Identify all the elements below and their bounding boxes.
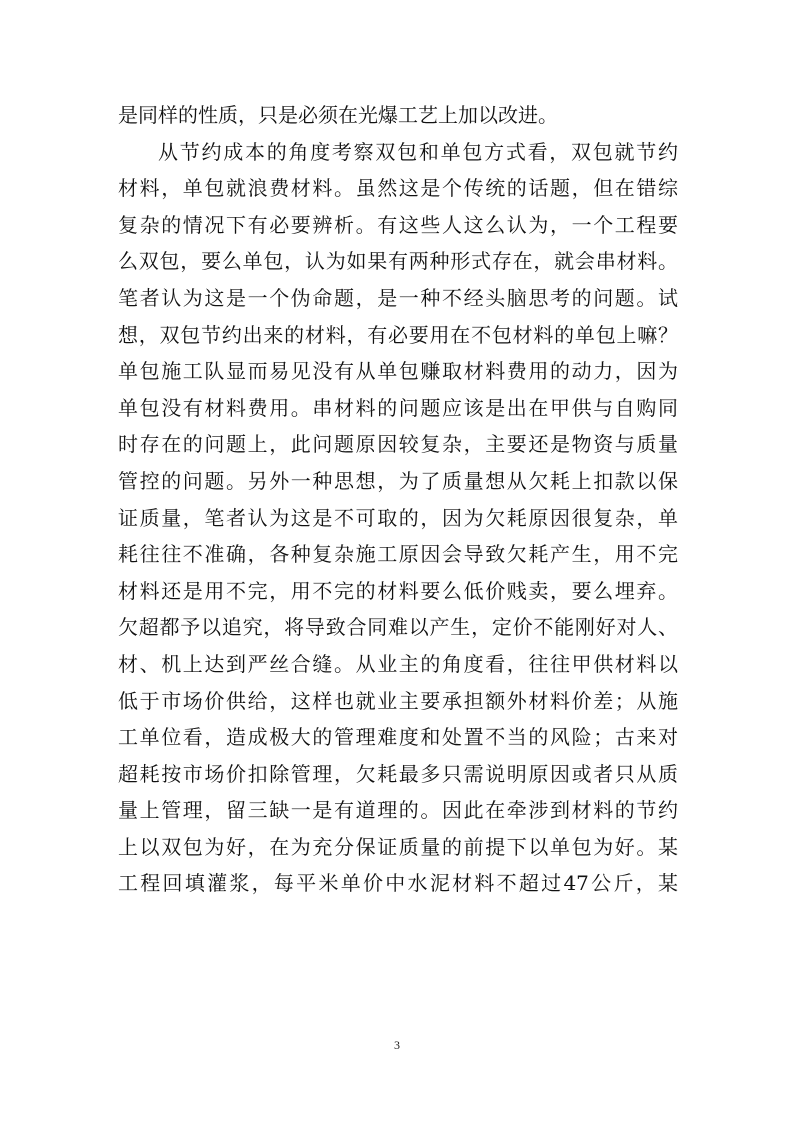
text-line: 欠超都予以追究，将导致合同难以产生，定价不能刚好对人、 [118,615,678,640]
text-line: 材料，单包就浪费材料。虽然这是个传统的话题，但在错综 [118,176,678,201]
body-text [118,97,678,902]
text-line: 材料还是用不完，用不完的材料要么低价贱卖，要么埋弃。 [118,578,678,603]
text-line: 么双包，要么单包，认为如果有两种形式存在，就会串材料。 [118,249,678,274]
text-line: 工程回填灌浆，每平米单价中水泥材料不超过47公斤，某 [118,871,678,896]
text-line: 材、机上达到严丝合缝。从业主的角度看，往往甲供材料以 [118,651,678,676]
text-line: 是同样的性质，只是必须在光爆工艺上加以改进。 [118,103,558,127]
page-number: 3 [394,1038,400,1052]
text-line: 单包施工队显而易见没有从单包赚取材料费用的动力，因为 [118,359,678,384]
text-line: 工单位看，造成极大的管理难度和处置不当的风险；古来对 [118,725,678,750]
paragraph-first-line: 从节约成本的角度考察双包和单包方式看，双包就节约 [158,139,678,164]
text-line: 复杂的情况下有必要辨析。有这些人这么认为，一个工程要 [118,212,678,237]
text-line: 想，双包节约出来的材料，有必要用在不包材料的单包上嘛？ [118,322,678,347]
text-line: 超耗按市场价扣除管理，欠耗最多只需说明原因或者只从质 [118,761,678,786]
text-line: 量上管理，留三缺一是有道理的。因此在牵涉到材料的节约 [118,798,678,823]
text-line: 低于市场价供给，这样也就业主要承担额外材料价差；从施 [118,688,678,713]
text-line: 上以双包为好，在为充分保证质量的前提下以单包为好。某 [118,834,678,859]
text-line: 耗往往不准确，各种复杂施工原因会导致欠耗产生，用不完 [118,542,678,567]
text-line: 单包没有材料费用。串材料的问题应该是出在甲供与自购同 [118,395,678,420]
text-line: 管控的问题。另外一种思想，为了质量想从欠耗上扣款以保 [118,468,678,493]
text-line: 证质量，笔者认为这是不可取的，因为欠耗原因很复杂，单 [118,505,678,530]
text-line: 时存在的问题上，此问题原因较复杂，主要还是物资与质量 [118,432,678,457]
text-line: 笔者认为这是一个伪命题，是一种不经头脑思考的问题。试 [118,285,678,310]
